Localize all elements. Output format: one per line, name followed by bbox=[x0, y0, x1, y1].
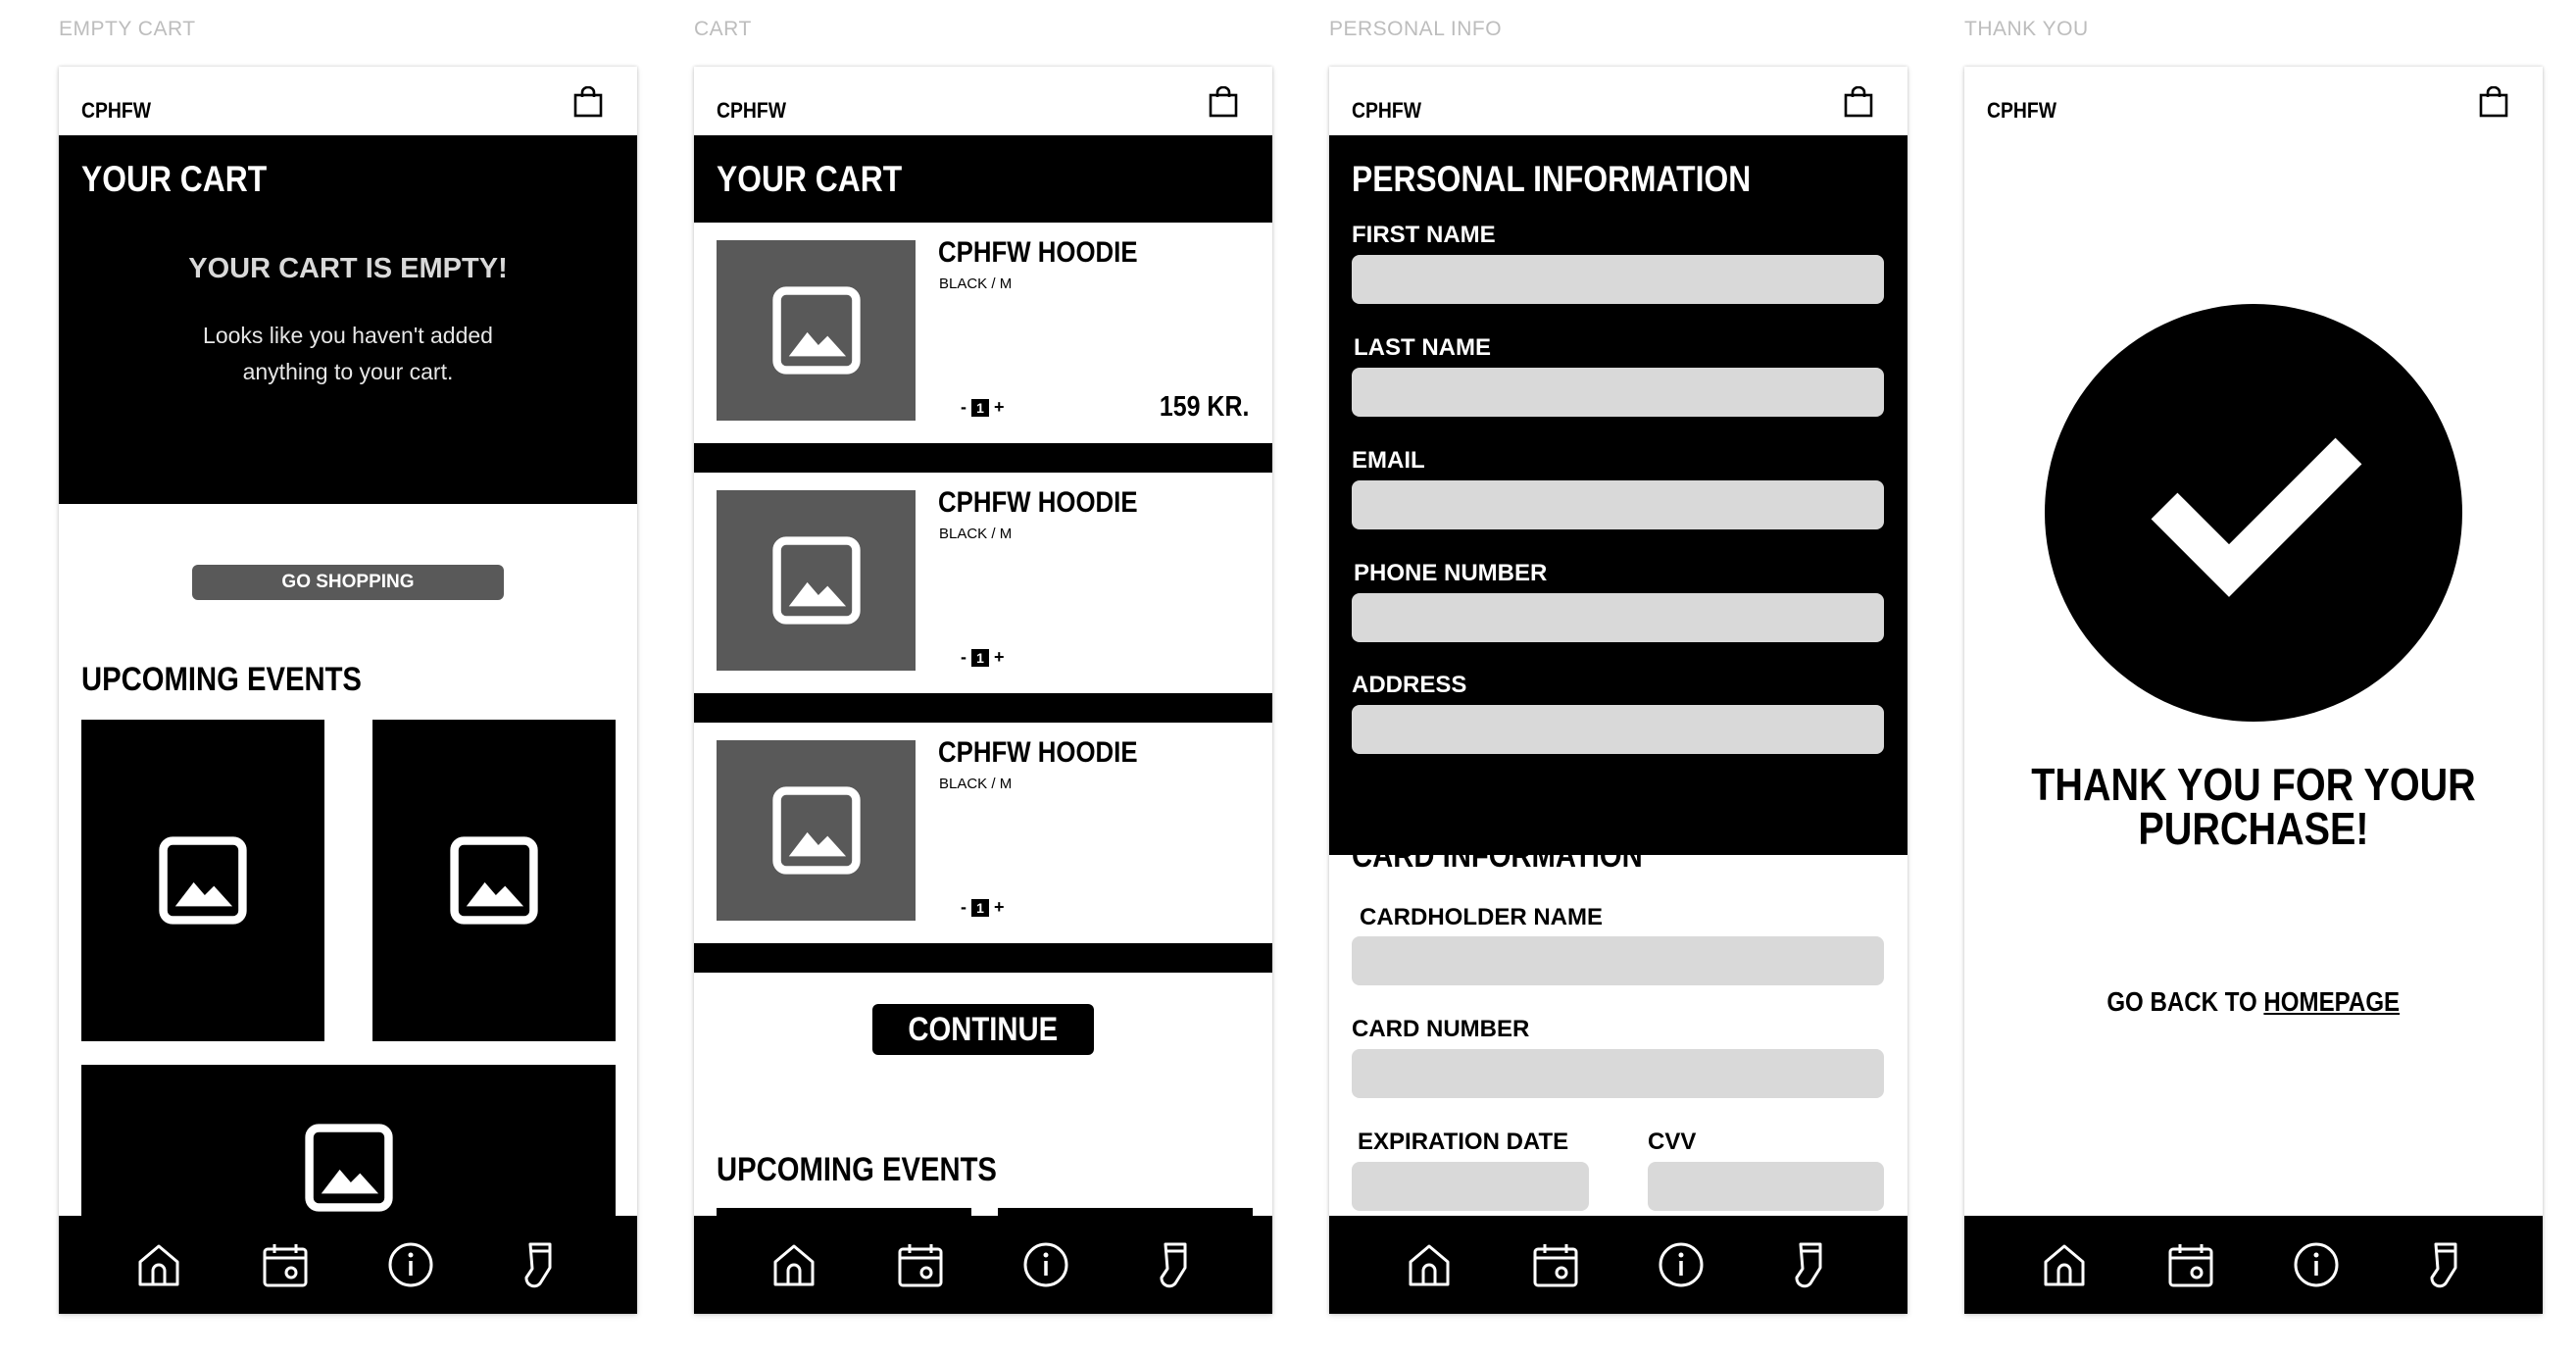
product-image[interactable] bbox=[717, 240, 916, 421]
home-icon[interactable] bbox=[1405, 1240, 1454, 1289]
increase-button[interactable]: + bbox=[994, 647, 1005, 667]
calendar-icon[interactable] bbox=[2166, 1240, 2215, 1289]
frame-label-personal-info: PERSONAL INFO bbox=[1329, 18, 1503, 40]
decrease-button[interactable]: - bbox=[961, 647, 966, 667]
home-icon[interactable] bbox=[2040, 1240, 2089, 1289]
first-name-field[interactable] bbox=[1352, 255, 1884, 304]
shopping-bag-icon[interactable] bbox=[2479, 86, 2508, 118]
phone-number-field[interactable] bbox=[1352, 593, 1884, 642]
product-name: CPHFW HOODIE bbox=[938, 736, 1138, 769]
cart-item bbox=[694, 223, 1272, 443]
cart-title-bar bbox=[694, 135, 1272, 223]
bottom-nav bbox=[694, 1216, 1272, 1314]
header bbox=[1964, 67, 2543, 135]
cart-item bbox=[694, 473, 1272, 693]
quantity-stepper bbox=[961, 647, 1005, 668]
product-variant: BLACK / M bbox=[939, 276, 1013, 292]
page-title: YOUR CART bbox=[81, 159, 268, 199]
event-card[interactable] bbox=[81, 720, 324, 1041]
item-divider bbox=[694, 443, 1272, 473]
brand-logo[interactable]: CPHFW bbox=[81, 98, 151, 123]
home-icon[interactable] bbox=[134, 1240, 183, 1289]
item-divider bbox=[694, 943, 1272, 973]
quantity-stepper bbox=[961, 897, 1005, 918]
product-name: CPHFW HOODIE bbox=[938, 486, 1138, 519]
first-name-label: FIRST NAME bbox=[1352, 222, 1496, 248]
frame-label-cart: CART bbox=[694, 18, 752, 40]
back-prefix: GO BACK TO bbox=[2106, 986, 2264, 1017]
calendar-icon[interactable] bbox=[1531, 1240, 1580, 1289]
last-name-field[interactable] bbox=[1352, 368, 1884, 417]
increase-button[interactable]: + bbox=[994, 397, 1005, 417]
decrease-button[interactable]: - bbox=[961, 397, 966, 417]
product-name: CPHFW HOODIE bbox=[938, 236, 1138, 269]
phone-number-label: PHONE NUMBER bbox=[1354, 560, 1548, 586]
homepage-link[interactable]: HOMEPAGE bbox=[2263, 986, 2401, 1017]
frame-label-thank-you: THANK YOU bbox=[1964, 18, 2089, 40]
bottom-nav bbox=[1964, 1216, 2543, 1314]
thank-you-line2: PURCHASE! bbox=[2138, 803, 2369, 854]
image-placeholder-icon bbox=[770, 784, 863, 877]
shopping-bag-icon[interactable] bbox=[1209, 86, 1238, 118]
expiration-date-field[interactable] bbox=[1352, 1162, 1589, 1211]
quantity-value: 1 bbox=[971, 899, 989, 917]
info-icon[interactable] bbox=[1657, 1240, 1706, 1289]
brand-logo[interactable]: CPHFW bbox=[1352, 98, 1421, 123]
empty-cart-panel bbox=[59, 135, 637, 504]
empty-cart-text-line1: Looks like you haven't added bbox=[203, 323, 493, 348]
product-variant: BLACK / M bbox=[939, 526, 1013, 542]
back-to-home bbox=[1964, 986, 2543, 1018]
empty-cart-screen bbox=[59, 67, 637, 1314]
sock-icon[interactable] bbox=[2418, 1240, 2467, 1289]
image-placeholder-icon bbox=[770, 284, 863, 376]
header bbox=[59, 67, 637, 135]
cvv-field[interactable] bbox=[1648, 1162, 1884, 1211]
image-placeholder-icon bbox=[770, 534, 863, 627]
card-number-label: CARD NUMBER bbox=[1352, 1016, 1530, 1042]
personal-info-screen bbox=[1329, 67, 1907, 1314]
quantity-value: 1 bbox=[971, 399, 989, 417]
sock-icon[interactable] bbox=[1148, 1240, 1197, 1289]
image-placeholder-icon bbox=[157, 834, 249, 927]
cart-item bbox=[694, 723, 1272, 943]
product-price: 159 KR. bbox=[1159, 391, 1249, 423]
shopping-bag-icon[interactable] bbox=[1844, 86, 1873, 118]
address-label: ADDRESS bbox=[1352, 672, 1467, 698]
quantity-stepper bbox=[961, 397, 1005, 418]
thank-you-screen bbox=[1964, 67, 2543, 1314]
page-title: YOUR CART bbox=[717, 159, 903, 199]
quantity-value: 1 bbox=[971, 649, 989, 667]
go-shopping-button[interactable] bbox=[192, 565, 504, 600]
sock-icon[interactable] bbox=[1783, 1240, 1832, 1289]
item-divider bbox=[694, 693, 1272, 723]
personal-info-form bbox=[1329, 135, 1907, 855]
email-field[interactable] bbox=[1352, 480, 1884, 529]
decrease-button[interactable]: - bbox=[961, 897, 966, 917]
upcoming-events-heading: UPCOMING EVENTS bbox=[81, 661, 362, 698]
go-shopping-label: GO SHOPPING bbox=[281, 572, 415, 592]
calendar-icon[interactable] bbox=[896, 1240, 945, 1289]
sock-icon[interactable] bbox=[513, 1240, 562, 1289]
header bbox=[694, 67, 1272, 135]
cvv-label: CVV bbox=[1648, 1129, 1697, 1155]
image-placeholder-icon bbox=[303, 1122, 395, 1214]
bottom-nav bbox=[59, 1216, 637, 1314]
address-field[interactable] bbox=[1352, 705, 1884, 754]
email-label: EMAIL bbox=[1352, 447, 1425, 474]
info-icon[interactable] bbox=[1021, 1240, 1070, 1289]
last-name-label: LAST NAME bbox=[1354, 334, 1491, 361]
brand-logo[interactable]: CPHFW bbox=[1987, 98, 2056, 123]
cardholder-name-label: CARDHOLDER NAME bbox=[1360, 904, 1603, 930]
brand-logo[interactable]: CPHFW bbox=[717, 98, 786, 123]
info-icon[interactable] bbox=[2292, 1240, 2341, 1289]
increase-button[interactable]: + bbox=[994, 897, 1005, 917]
frame-label-empty-cart: EMPTY CART bbox=[59, 18, 196, 40]
product-variant: BLACK / M bbox=[939, 776, 1013, 792]
expiration-date-label: EXPIRATION DATE bbox=[1358, 1129, 1569, 1155]
card-number-field[interactable] bbox=[1352, 1049, 1884, 1098]
product-image[interactable] bbox=[717, 490, 916, 671]
header bbox=[1329, 67, 1907, 135]
cart-screen bbox=[694, 67, 1272, 1314]
product-image[interactable] bbox=[717, 740, 916, 921]
event-card[interactable] bbox=[81, 1065, 616, 1241]
continue-button[interactable] bbox=[872, 1004, 1094, 1055]
upcoming-events-heading: UPCOMING EVENTS bbox=[717, 1151, 997, 1188]
checkmark-icon bbox=[2045, 304, 2462, 722]
empty-cart-text-line2: anything to your cart. bbox=[242, 359, 454, 384]
cardholder-name-field[interactable] bbox=[1352, 936, 1884, 985]
empty-cart-heading: YOUR CART IS EMPTY! bbox=[188, 253, 508, 284]
shopping-bag-icon[interactable] bbox=[573, 86, 603, 118]
image-placeholder-icon bbox=[448, 834, 540, 927]
thank-you-message bbox=[1964, 759, 2543, 854]
card-info-heading: CARD INFORMATION bbox=[1352, 837, 1643, 875]
bottom-nav bbox=[1329, 1216, 1907, 1314]
info-icon[interactable] bbox=[386, 1240, 435, 1289]
continue-label: CONTINUE bbox=[908, 1010, 1059, 1048]
calendar-icon[interactable] bbox=[261, 1240, 310, 1289]
event-card[interactable] bbox=[372, 720, 616, 1041]
thank-you-line1: THANK YOU FOR YOUR bbox=[2031, 759, 2476, 810]
home-icon[interactable] bbox=[769, 1240, 818, 1289]
page-title: PERSONAL INFORMATION bbox=[1352, 159, 1752, 199]
